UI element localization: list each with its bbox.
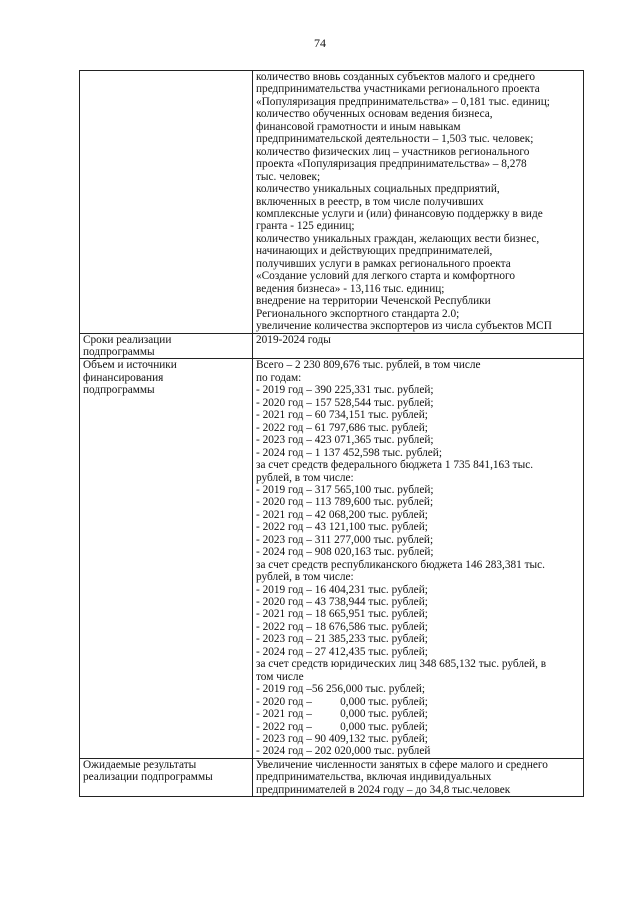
value-line: - 2020 год – 113 789,600 тыс. рублей; xyxy=(256,496,434,509)
value-line: тыс. человек; xyxy=(256,170,321,183)
value-line: за счет средств юридических лиц 348 685,132 тыс. рублей, в xyxy=(256,658,547,671)
value-line: начинающих и действующих предпринимателей, xyxy=(256,245,493,258)
value-line: гранта - 125 единиц; xyxy=(256,220,355,233)
label-line: Ожидаемые результаты xyxy=(83,758,197,771)
value-line: «Популяризация предпринимательства» – 0,181 тыс. единиц; xyxy=(256,95,550,108)
value-line: получивших услуги в рамках регионального проекта xyxy=(256,257,511,270)
value-line: - 2020 год – 43 738,944 тыс. рублей; xyxy=(256,596,428,609)
label-line: подпрограммы xyxy=(83,384,155,397)
value-line: том числе xyxy=(256,670,304,683)
value-line: - 2021 год – 60 734,151 тыс. рублей; xyxy=(256,409,428,422)
row-value-cell xyxy=(253,359,584,759)
row-value-cell xyxy=(253,758,584,796)
value-line: ведения бизнеса» - 13,116 тыс. единиц; xyxy=(256,282,445,295)
value-line: - 2023 год – 311 277,000 тыс. рублей; xyxy=(256,533,434,546)
value-line: предпринимательства, включая индивидуальных xyxy=(256,771,492,784)
table-row xyxy=(80,359,584,759)
value-line: - 2019 год – 16 404,231 тыс. рублей; xyxy=(256,583,428,596)
value-line: предпринимательской деятельности – 1,503 тыс. человек; xyxy=(256,133,534,146)
table-body xyxy=(80,71,584,797)
value-line: количество вновь созданных субъектов малого и среднего xyxy=(256,71,536,83)
value-line: 2019-2024 годы xyxy=(256,333,331,346)
value-line: - 2022 год – 43 121,100 тыс. рублей; xyxy=(256,521,428,534)
value-line: - 2020 год – 157 528,544 тыс. рублей; xyxy=(256,396,434,409)
value-line: увеличение количества экспортеров из числа субъектов МСП xyxy=(256,320,552,333)
value-line: - 2021 год – 0,000 тыс. рублей; xyxy=(256,708,428,721)
row-label-cell xyxy=(80,359,253,759)
value-line: Увеличение численности занятых в сфере малого и среднего xyxy=(256,758,548,771)
value-line: - 2021 год – 42 068,200 тыс. рублей; xyxy=(256,508,428,521)
row-label-cell xyxy=(80,333,253,359)
value-line: Регионального экспортного стандарта 2.0; xyxy=(256,307,460,320)
value-line: включенных в реестр, в том числе получивших xyxy=(256,195,484,208)
row-label-cell xyxy=(80,71,253,334)
value-line: «Создание условий для легкого старта и комфортного xyxy=(256,270,516,283)
value-line: - 2022 год – 0,000 тыс. рублей; xyxy=(256,720,428,733)
label-line: Объем и источники xyxy=(83,359,177,372)
value-line: по годам: xyxy=(256,371,302,384)
value-line: финансовой грамотности и иным навыкам xyxy=(256,120,461,133)
value-line: за счет средств республиканского бюджета 146 283,381 тыс. xyxy=(256,558,545,571)
value-line: - 2024 год – 908 020,163 тыс. рублей; xyxy=(256,546,434,559)
value-line: - 2022 год – 18 676,586 тыс. рублей; xyxy=(256,620,428,633)
value-line: комплексные услуги и (или) финансовую поддержку в виде xyxy=(256,207,543,220)
row-value-cell xyxy=(253,333,584,359)
value-line: количество уникальных граждан, желающих вести бизнес, xyxy=(256,232,540,245)
value-line: - 2023 год – 21 385,233 тыс. рублей; xyxy=(256,633,428,646)
value-line: количество обученных основам ведения бизнеса, xyxy=(256,108,493,121)
value-line: предпринимательства участниками регионального проекта xyxy=(256,83,540,96)
subprogram-passport-table xyxy=(79,70,584,797)
table-row xyxy=(80,71,584,334)
value-line: количество физических лиц – участников регионального xyxy=(256,145,530,158)
value-line: - 2019 год – 390 225,331 тыс. рублей; xyxy=(256,384,434,397)
label-line: финансирования xyxy=(83,371,164,384)
value-line: предпринимателей в 2024 году – до 34,8 тыс.человек xyxy=(256,783,511,796)
value-line: Всего – 2 230 809,676 тыс. рублей, в том числе xyxy=(256,359,481,372)
value-line: за счет средств федерального бюджета 1 735 841,163 тыс. xyxy=(256,459,534,472)
row-value-cell xyxy=(253,71,584,334)
value-line: количество уникальных социальных предприятий, xyxy=(256,183,500,196)
value-line: проекта «Популяризация предпринимательства» – 8,278 xyxy=(256,158,527,171)
value-line: рублей, в том числе: xyxy=(256,471,354,484)
value-line: - 2024 год – 1 137 452,598 тыс. рублей; xyxy=(256,446,442,459)
row-label-cell xyxy=(80,758,253,796)
value-line: - 2023 год – 90 409,132 тыс. рублей; xyxy=(256,733,428,746)
table-row xyxy=(80,333,584,359)
value-line: - 2024 год – 202 020,000 тыс. рублей xyxy=(256,745,431,758)
value-line: - 2019 год – 317 565,100 тыс. рублей; xyxy=(256,483,434,496)
value-line: - 2024 год – 27 412,435 тыс. рублей; xyxy=(256,645,428,658)
value-line: внедрение на территории Чеченской Республики xyxy=(256,295,491,308)
page-number: 74 xyxy=(314,36,326,50)
value-line: - 2019 год –56 256,000 тыс. рублей; xyxy=(256,683,426,696)
label-line: реализации подпрограммы xyxy=(83,771,213,784)
value-line: - 2020 год – 0,000 тыс. рублей; xyxy=(256,695,428,708)
value-line: - 2022 год – 61 797,686 тыс. рублей; xyxy=(256,421,428,434)
value-line: - 2023 год – 423 071,365 тыс. рублей; xyxy=(256,434,434,447)
label-line: подпрограммы xyxy=(83,345,155,358)
value-line: рублей, в том числе: xyxy=(256,571,354,584)
value-line: - 2021 год – 18 665,951 тыс. рублей; xyxy=(256,608,428,621)
label-line: Сроки реализации xyxy=(83,333,172,346)
table-row xyxy=(80,758,584,796)
